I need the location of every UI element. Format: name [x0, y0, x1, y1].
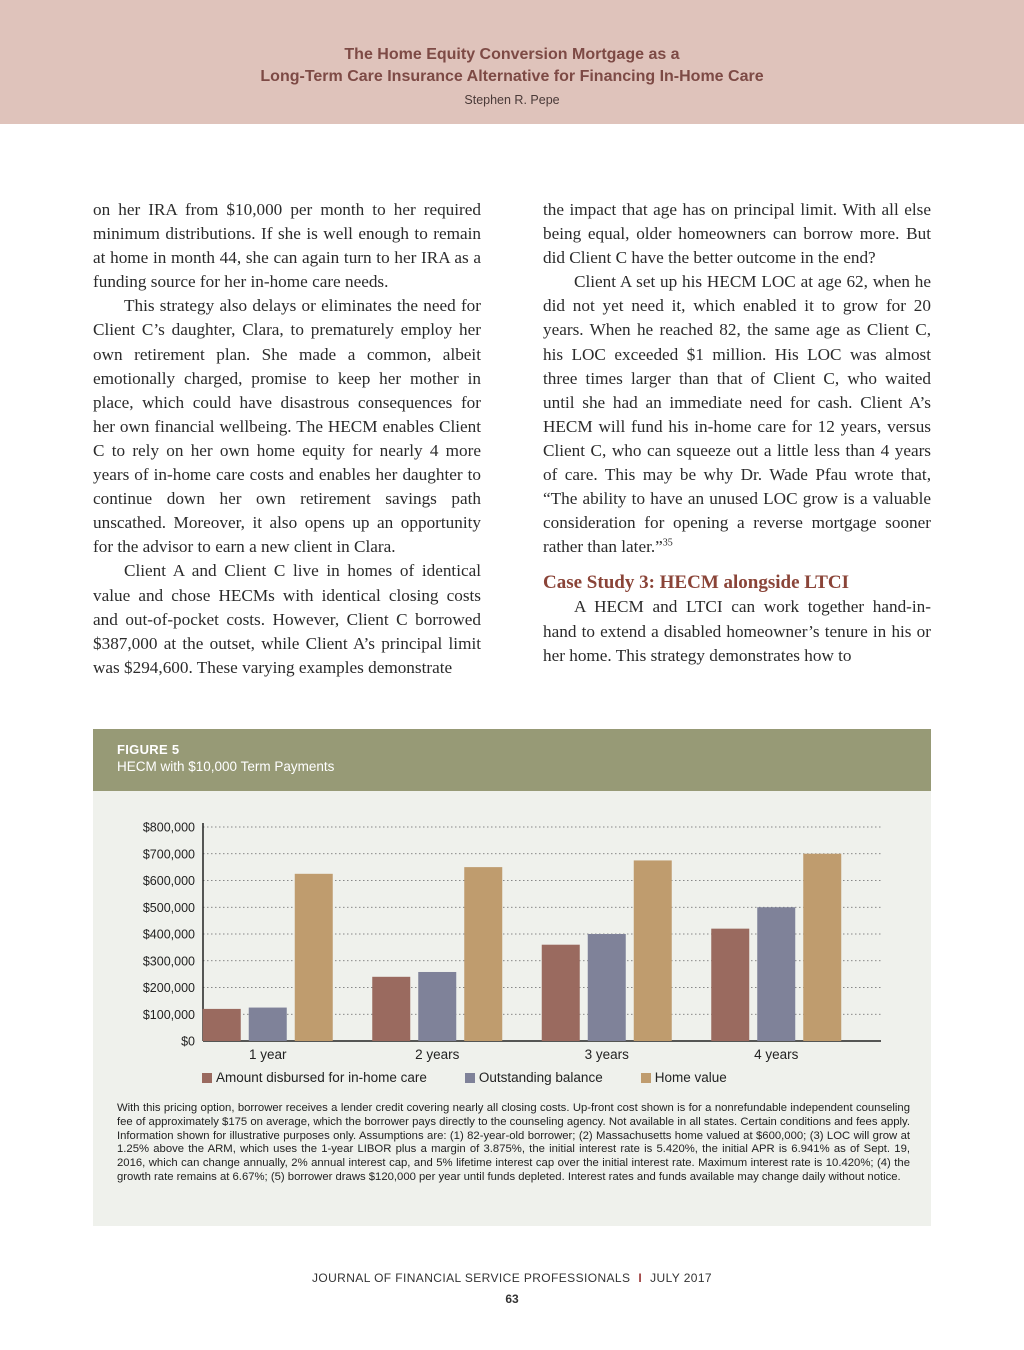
footnote-marker: 35: [662, 537, 673, 549]
right-paragraph-2: [543, 270, 931, 559]
right-paragraph-2-text: Client A set up his HECM LOC at age 62, when he did not yet need it, which enabled it to grow for 20 years. When he reached 82, the same age as Client C, his LOC exceeded $1 million. His LOC was almost three times larger than that of Client C, who waited until she had an immediate need for cash. Client A’s HECM will fund his in-home care for 12 years, versus Client C, who can squeeze out a little less than 4 years of care. This may be why Dr. Wade Pfau wrote that, “The ability to have an unused LOC grow is a valuable consideration for opening a reverse mortgage sooner rather than later.”: [543, 272, 931, 557]
figure-body: [93, 791, 931, 1226]
legend-item-home-value: [641, 1070, 727, 1085]
y-tick-label: $200,000: [142, 981, 195, 995]
y-tick-label: $700,000: [142, 847, 195, 862]
bar: [588, 934, 626, 1041]
x-tick-label: 4 years: [754, 1047, 799, 1062]
left-column: [93, 198, 481, 680]
bar: [634, 860, 672, 1041]
article-title-line-2: Long-Term Care Insurance Alternative for Financing In-Home Care: [260, 68, 764, 85]
left-paragraph-3: Client A and Client C live in homes of identical value and chose HECMs with identical closing costs and out-of-pocket costs. However, Client C borrowed $387,000 at the outset, while Client A’s principal limit was $294,600. These varying examples demonstrate: [93, 561, 481, 677]
bar-chart: [93, 791, 931, 1071]
bar: [295, 874, 333, 1041]
footer-journal: [0, 1271, 1024, 1285]
x-tick-label: 3 years: [584, 1047, 629, 1062]
y-tick-label: $100,000: [142, 1007, 195, 1022]
bar: [757, 907, 795, 1041]
bar: [542, 945, 580, 1041]
y-tick-label: $400,000: [142, 927, 195, 942]
legend-item-disbursed: [202, 1070, 427, 1085]
right-paragraph-3: A HECM and LTCI can work together hand-in-hand to extend a disabled homeowner’s tenure in his or her home. This strategy demonstrates how to: [543, 597, 931, 665]
legend-swatch-disbursed: [202, 1073, 212, 1083]
article-title-line-1: The Home Equity Conversion Mortgage as a: [344, 46, 680, 63]
left-paragraph-1: on her IRA from $10,000 per month to her required minimum distributions. If she is well enough to remain at home in month 44, she can again turn to her IRA as a funding source for her in-home care needs.: [93, 200, 481, 292]
right-column: [543, 198, 931, 668]
legend-swatch-home-value: [641, 1073, 651, 1083]
right-paragraph-1: the impact that age has on principal limit. With all else being equal, older homeowners can borrow more. But did Client C have the better outcome in the end?: [543, 200, 931, 268]
legend-label-home-value: Home value: [654, 1070, 727, 1085]
legend-label-balance: Outstanding balance: [478, 1070, 603, 1085]
y-tick-label: $500,000: [142, 900, 195, 915]
x-tick-label: 1 year: [248, 1047, 287, 1062]
figure-header: [93, 729, 931, 791]
bar: [372, 977, 410, 1041]
bar: [203, 1009, 241, 1041]
article-author: Stephen R. Pepe: [464, 93, 560, 107]
issue-date: JULY 2017: [650, 1271, 713, 1285]
case-study-heading: Case Study 3: HECM alongside LTCI: [543, 572, 849, 594]
footer-separator: I: [638, 1271, 643, 1285]
x-tick-label: 2 years: [415, 1047, 460, 1062]
journal-name: JOURNAL OF FINANCIAL SERVICE PROFESSIONALS: [311, 1271, 631, 1285]
bar: [803, 854, 841, 1041]
figure-label: FIGURE 5: [117, 742, 180, 757]
legend-label-disbursed: Amount disbursed for in-home care: [216, 1070, 427, 1085]
legend-swatch-balance: [465, 1073, 475, 1083]
header-band: [0, 0, 1024, 124]
left-paragraph-2: This strategy also delays or eliminates the need for Client C’s daughter, Clara, to prematurely employ her own retirement plan. She made a common, albeit emotionally charged, promise to keep her mother in place, which could have disastrous consequences for her own financial wellbeing. The HECM enables Client C to rely on her own home equity for nearly 4 more years of in-home care costs and enables her daughter to continue down her own retirement savings path unscathed. Moreover, it also opens up an opportunity for the advisor to earn a new client in Clara.: [93, 296, 481, 557]
y-tick-label: $800,000: [142, 820, 195, 835]
y-tick-label: $0: [181, 1034, 195, 1049]
bar: [711, 929, 749, 1041]
y-tick-label: $300,000: [142, 954, 195, 969]
bar: [464, 867, 502, 1041]
page-number: 63: [505, 1292, 519, 1306]
chart-legend: [202, 1070, 765, 1085]
figure-note: With this pricing option, borrower receives a lender credit covering nearly all closing costs. Up-front cost shown is for a nonrefundable independent counseling fee of approximately $175 on average, which the borrower pays directly to the counseling agency. Not available in all states. Certain conditions and fees apply. Information shown for illustrative purposes only. Assumptions are: (1) 82-year-old borrower; (2) Massachusetts home valued at $600,000; (3) LOC will grow at 1.25% above the ARM, which uses the 1-year LIBOR plus a margin of 3.875%, the initial interest rate is 5.420%, the initial APR is 6.941% as of Sept. 19, 2016, which can change annually, 2% annual interest cap, and 5% lifetime interest cap over the initial interest rate. Maximum interest rate is 10.420%; (4) the growth rate remains at 6.67%; (5) borrower draws $120,000 per year until funds depleted. Interest rates and funds available may change daily without notice.: [117, 1102, 910, 1183]
figure-subtitle: HECM with $10,000 Term Payments: [117, 759, 335, 774]
legend-item-balance: [465, 1070, 603, 1085]
bar: [418, 972, 456, 1041]
y-tick-label: $600,000: [142, 874, 195, 888]
bar: [249, 1008, 287, 1041]
